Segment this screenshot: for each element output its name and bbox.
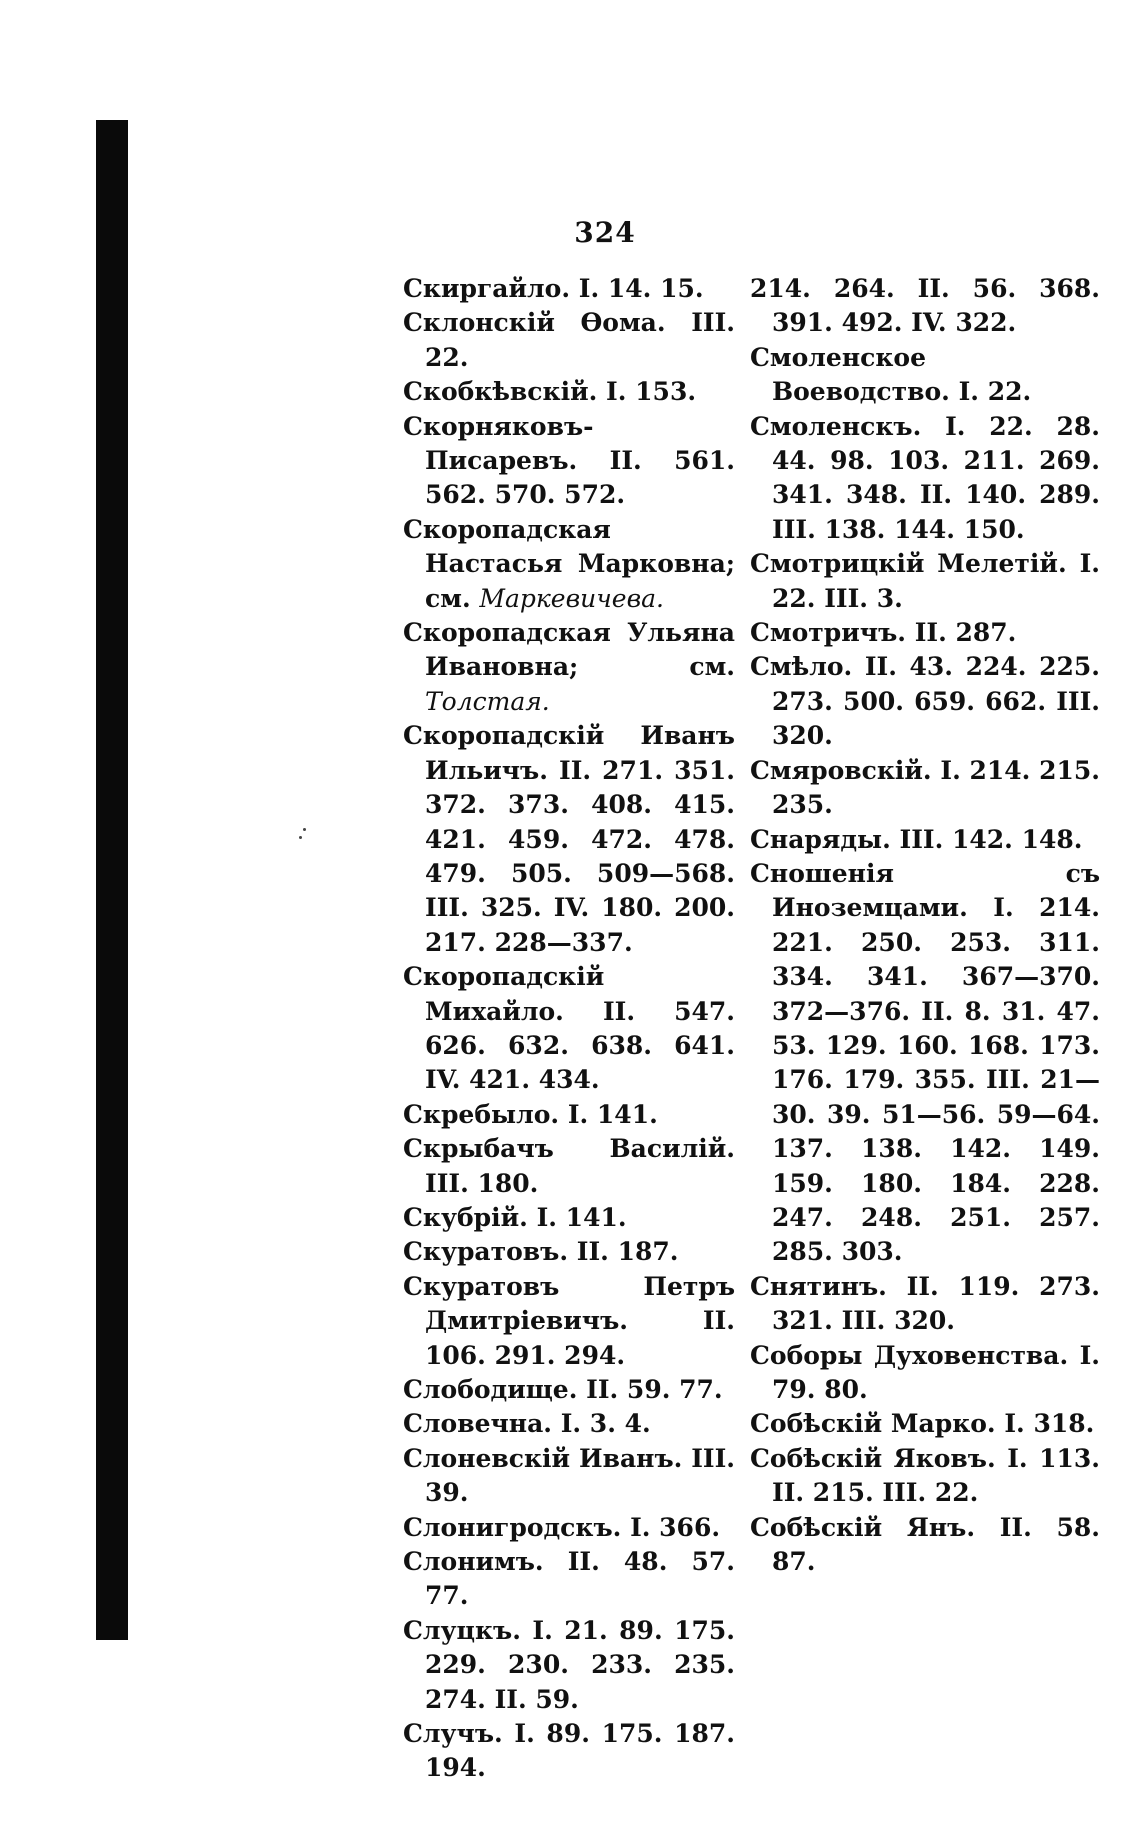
entry-references: I. 3. 4. xyxy=(560,1409,651,1439)
entry-heading: Смѣло. xyxy=(750,652,853,682)
index-entry xyxy=(403,375,735,409)
entry-references: I. 318. xyxy=(1004,1409,1095,1439)
entry-references: I. 366. xyxy=(630,1512,721,1542)
entry-heading: Скобкѣвскій. xyxy=(403,377,598,407)
entry-references: II. 106. 291. 294. xyxy=(425,1306,735,1370)
index-entry xyxy=(403,1373,735,1407)
entry-references: II. 43. 224. 225. 273. 500. 659. 662. III. 320. xyxy=(772,652,1100,751)
entry-references: II. 547. 626. 632. 638. 641. IV. 421. 434. xyxy=(425,996,735,1095)
entry-heading: Склонскій Ѳома. xyxy=(403,308,666,338)
index-entry xyxy=(403,1614,735,1717)
book-spine-shadow xyxy=(96,120,128,1640)
cross-reference: Толстая. xyxy=(425,686,550,716)
index-column-right xyxy=(750,272,1100,1579)
entry-heading: Слонигродскъ. xyxy=(403,1512,622,1542)
entry-references: I. 79. 80. xyxy=(772,1340,1100,1404)
entry-references: II. 561. 562. 570. 572. xyxy=(425,446,735,510)
entry-heading: Собѣскій Марко. xyxy=(750,1409,996,1439)
entry-heading: Соборы Духовенства. xyxy=(750,1340,1069,1370)
cross-reference: Маркевичева. xyxy=(479,583,665,613)
entry-references: II. 271. 351. 372. 373. 408. 415. 421. 459. 472. 478. 479. 505. 509—568. III. 325. IV. 180. 200. 217. 228—337. xyxy=(425,755,735,957)
entry-references: I. 214. 215. 235. xyxy=(772,755,1100,820)
index-entry xyxy=(750,1270,1100,1339)
index-entry xyxy=(750,616,1100,650)
index-entry xyxy=(403,1442,735,1511)
index-entry xyxy=(403,1511,735,1545)
entry-heading: Скребыло. xyxy=(403,1099,560,1129)
speck xyxy=(303,828,306,831)
entry-references: III. 180. xyxy=(425,1168,539,1198)
entry-references: I. 14. 15. xyxy=(578,274,704,303)
index-entry xyxy=(750,754,1100,823)
entry-heading: Скрыбачъ Василій. xyxy=(403,1134,735,1164)
index-entry xyxy=(403,272,735,306)
index-entry xyxy=(750,1339,1100,1408)
entry-heading: Слуцкъ. xyxy=(403,1615,521,1645)
index-entry xyxy=(750,547,1100,616)
entry-references: I. 22. III. 3. xyxy=(772,549,1100,613)
index-entry xyxy=(403,1235,735,1269)
index-entry xyxy=(750,410,1100,548)
index-entry xyxy=(403,1717,735,1786)
index-entry xyxy=(750,272,1100,341)
index-column-left xyxy=(403,272,735,1786)
entry-references: I. 141. xyxy=(567,1099,658,1129)
entry-heading: Скорняковъ-Писаревъ. xyxy=(403,411,594,476)
index-entry xyxy=(403,1132,735,1201)
index-entry xyxy=(403,1270,735,1373)
entry-references: III. 39. xyxy=(425,1443,735,1508)
index-entry xyxy=(750,857,1100,1270)
entry-references: I. 22. xyxy=(958,377,1032,407)
entry-heading: Смотричъ. xyxy=(750,618,906,648)
entry-references: I. 153. xyxy=(606,377,697,407)
entry-heading: Снаряды. xyxy=(750,824,891,854)
index-entry xyxy=(750,1511,1100,1580)
entry-references: III. 142. 148. xyxy=(899,824,1083,854)
entry-heading: Снятинъ. xyxy=(750,1271,887,1301)
entry-heading: Смотрицкій Мелетій. xyxy=(750,549,1067,579)
page-number: 324 xyxy=(574,216,636,249)
index-entry xyxy=(750,1442,1100,1511)
entry-heading: Скубрій. xyxy=(403,1202,528,1232)
index-entry xyxy=(403,1098,735,1132)
entry-heading: Смоленское Воеводство. xyxy=(750,342,950,407)
entry-heading: Скуратовъ. xyxy=(403,1237,569,1267)
entry-references: III. 22. xyxy=(425,308,735,372)
entry-heading: Смяровскій. xyxy=(750,755,932,785)
entry-heading: Скоропадскій Иванъ Ильичъ. xyxy=(403,721,735,785)
index-entry xyxy=(403,1545,735,1614)
entry-references: II. 187. xyxy=(576,1237,679,1267)
entry-references: II. 48. 57. 77. xyxy=(425,1547,735,1611)
entry-heading: Скоропадская Настасья Марковна; xyxy=(403,514,735,579)
index-entry xyxy=(403,1407,735,1441)
index-entry xyxy=(403,960,735,1098)
entry-heading: Скоропадскій Михайло. xyxy=(403,962,605,1026)
entry-heading: Случъ. xyxy=(403,1719,503,1749)
entry-heading: Словечна. xyxy=(403,1409,552,1439)
index-entry xyxy=(403,616,735,719)
entry-references: 214. 264. II. 56. 368. 391. 492. IV. 322. xyxy=(750,274,1100,338)
speck xyxy=(299,836,302,839)
entry-heading: Скоропадская Ульяна Ивановна; xyxy=(403,618,735,682)
entry-references: см. xyxy=(425,583,471,613)
entry-heading: Сношенія съ Иноземцами. xyxy=(750,858,1100,923)
entry-heading: Слонимъ. xyxy=(403,1547,544,1577)
index-entry xyxy=(750,650,1100,753)
entry-references: II. 119. 273. 321. III. 320. xyxy=(772,1271,1100,1336)
entry-references: I. 141. xyxy=(536,1202,627,1232)
index-entry xyxy=(750,823,1100,857)
entry-references: I. 89. 175. 187. 194. xyxy=(425,1719,735,1783)
index-entry xyxy=(750,341,1100,410)
index-entry xyxy=(403,1201,735,1235)
entry-references: II. 58. 87. xyxy=(772,1512,1100,1577)
entry-heading: Собѣскій Янъ. xyxy=(750,1512,976,1542)
entry-references: см. xyxy=(689,652,735,682)
entry-heading: Собѣскій Яковъ. xyxy=(750,1443,996,1473)
entry-heading: Скуратовъ Петръ Дмитріевичъ. xyxy=(403,1271,735,1336)
entry-heading: Слободище. xyxy=(403,1375,578,1404)
entry-heading: Смоленскъ. xyxy=(750,411,922,441)
entry-references: I. 21. 89. 175. 229. 230. 233. 235. 274. II. 59. xyxy=(425,1615,735,1714)
entry-references: I. 22. 28. 44. 98. 103. 211. 269. 341. 348. II. 140. 289. III. 138. 144. 150. xyxy=(772,411,1100,544)
entry-references: I. 113. II. 215. III. 22. xyxy=(772,1443,1100,1508)
index-entry xyxy=(750,1407,1100,1441)
entry-heading: Слоневскій Иванъ. xyxy=(403,1443,683,1473)
index-entry xyxy=(403,410,735,513)
entry-heading: Скиргайло. xyxy=(403,274,571,303)
index-entry xyxy=(403,513,735,616)
entry-references: I. 214. 221. 250. 253. 311. 334. 341. 367—370. 372—376. II. 8. 31. 47. 53. 129. 160. 168. 173. 176. 179. 355. III. 21—30. 39. 51—56. 59—64. 137. 138. 142. 149. 159. 180. 184. 228. 247. 248. 251. 257. 285. 303. xyxy=(772,893,1100,1267)
entry-references: II. 59. 77. xyxy=(586,1375,723,1404)
index-entry xyxy=(403,306,735,375)
index-entry xyxy=(403,719,735,960)
entry-references: II. 287. xyxy=(914,618,1017,648)
